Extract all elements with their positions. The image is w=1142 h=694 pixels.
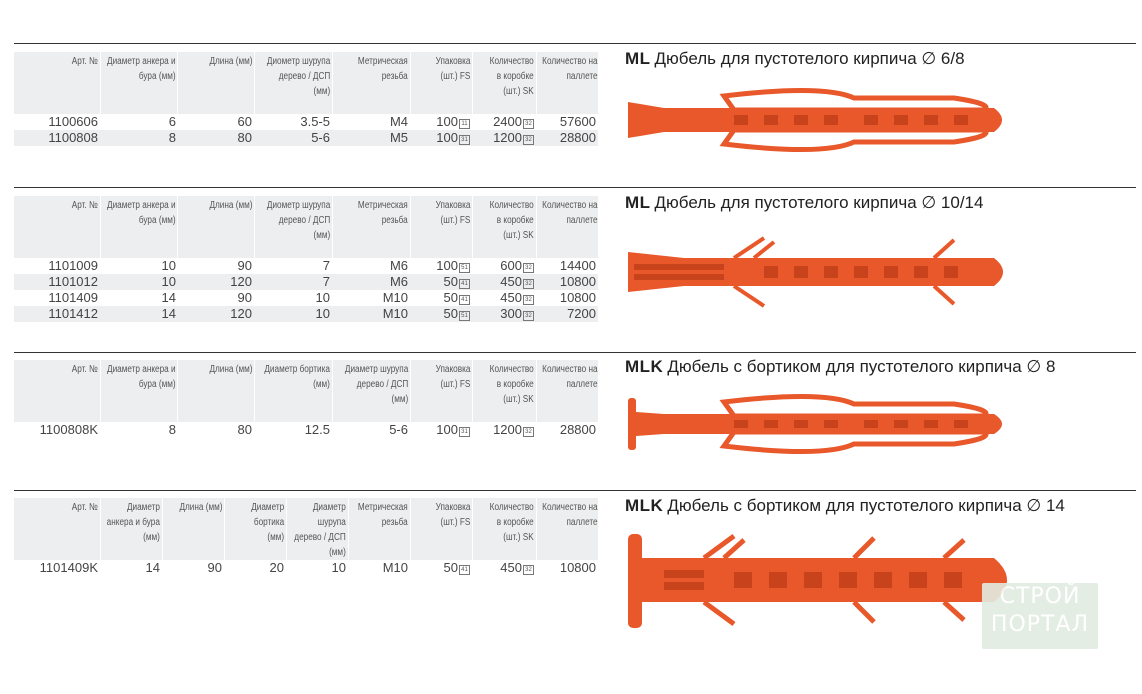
cell-art: 1101012	[48, 274, 98, 289]
cell-art: 1101409K	[39, 560, 98, 575]
cell-pack: 100 51	[436, 258, 470, 274]
box-code-badge: 32	[523, 427, 534, 437]
section-divider	[14, 490, 1136, 491]
header-pallet: Количество на паллете	[542, 56, 598, 82]
header-pallet: Количество на паллете	[542, 200, 598, 226]
section-divider	[14, 352, 1136, 353]
cell-box: 600 32	[500, 258, 534, 274]
cell-screw: 7	[322, 258, 330, 273]
cell-screw: 5-6	[389, 422, 408, 437]
table-row	[14, 258, 598, 274]
header-diameter: Диаметр анкера и бура (мм)	[107, 56, 176, 82]
cell-pack: 100 11	[436, 114, 470, 130]
header-box: Количество в коробке (шт.) SK	[489, 364, 534, 405]
cell-screw: 3.5-5	[300, 114, 330, 129]
pack-code-badge: 31	[459, 135, 470, 145]
cell-thread: M4	[389, 114, 408, 129]
header-length: Длина (мм)	[208, 56, 252, 67]
table-row	[14, 130, 598, 146]
table-row	[14, 274, 598, 290]
product-title: ML Дюбель для пустотелого кирпича ∅ 10/14	[625, 193, 984, 212]
pack-code-badge: 51	[459, 311, 470, 321]
cell-pack: 50 41	[444, 274, 470, 290]
header-pack: Упаковка (шт.) FS	[435, 364, 470, 390]
watermark-line: СТРОЙ	[999, 584, 1081, 609]
header-thread: Метрическая резьба	[358, 56, 408, 82]
cell-box: 1200 32	[493, 130, 534, 146]
cell-length: 90	[207, 560, 222, 575]
cell-thread: M10	[382, 306, 408, 321]
pack-code-badge: 41	[459, 565, 470, 575]
section-divider	[14, 43, 1136, 44]
product-title: MLK Дюбель с бортиком для пустотелого кирпича ∅ 8	[625, 357, 1056, 376]
cell-pallet: 7200	[567, 306, 596, 321]
header-rim: Диаметр бортика (мм)	[251, 502, 284, 543]
cell-diameter: 14	[145, 560, 160, 575]
table-row	[14, 306, 598, 322]
header-pack: Упаковка (шт.) FS	[435, 200, 470, 226]
cell-pallet: 10800	[559, 274, 596, 289]
cell-length: 80	[237, 422, 252, 437]
cell-thread: M10	[382, 290, 408, 305]
table-row	[14, 422, 598, 438]
box-code-badge: 32	[523, 311, 534, 321]
cell-box: 450 32	[500, 274, 534, 290]
cell-screw: 10	[331, 560, 346, 575]
header-pack: Упаковка (шт.) FS	[435, 56, 470, 82]
cell-thread: M5	[389, 130, 408, 145]
cell-box: 450 32	[500, 560, 534, 576]
section-divider	[14, 187, 1136, 188]
header-length: Длина (мм)	[208, 364, 252, 375]
cell-rim: 12.5	[304, 422, 330, 437]
cell-box: 1200 32	[493, 422, 534, 438]
pack-code-badge: 41	[459, 279, 470, 289]
cell-screw: 10	[315, 306, 330, 321]
table-header	[14, 498, 598, 560]
cell-diameter: 14	[161, 290, 176, 305]
header-diameter: Диаметр анкера и бура (мм)	[107, 364, 176, 390]
cell-thread: M6	[389, 258, 408, 273]
table-header	[14, 196, 598, 258]
cell-art: 1101009	[48, 258, 98, 273]
header-screw: Диаметр шурупа дерево / ДСП (мм)	[294, 502, 346, 558]
header-screw: Диаметр шурупа дерево / ДСП (мм)	[344, 364, 408, 405]
header-rim: Диаметр бортика (мм)	[264, 364, 330, 390]
cell-art: 1101412	[48, 306, 98, 321]
cell-diameter: 10	[161, 274, 176, 289]
cell-art: 1100808	[48, 130, 98, 145]
cell-pallet: 10800	[559, 560, 596, 575]
table-row	[14, 290, 598, 306]
box-code-badge: 32	[523, 565, 534, 575]
cell-pallet: 10800	[559, 290, 596, 305]
box-code-badge: 32	[523, 263, 534, 273]
box-code-badge: 32	[523, 119, 534, 129]
header-box: Количество в коробке (шт.) SK	[489, 502, 534, 543]
cell-pack: 50 51	[444, 306, 470, 322]
cell-art: 1101409	[48, 290, 98, 305]
box-code-badge: 32	[523, 295, 534, 305]
cell-diameter: 10	[161, 258, 176, 273]
cell-art: 1100808K	[39, 422, 98, 437]
table-header	[14, 52, 598, 114]
cell-thread: M10	[382, 560, 408, 575]
header-diameter: Диаметр анкера и бура (мм)	[106, 502, 160, 543]
pack-code-badge: 11	[459, 119, 470, 129]
header-length: Длина (мм)	[178, 502, 222, 513]
header-pallet: Количество на паллете	[542, 364, 598, 390]
product-table-ml-10-14	[14, 196, 598, 322]
cell-length: 80	[237, 130, 252, 145]
cell-length: 60	[237, 114, 252, 129]
cell-rim: 20	[269, 560, 284, 575]
table-row	[14, 560, 598, 576]
pack-code-badge: 51	[459, 263, 470, 273]
product-title: MLK Дюбель с бортиком для пустотелого кирпича ∅ 14	[625, 496, 1065, 515]
watermark-line: ПОРТАЛ	[990, 612, 1090, 637]
cell-diameter: 8	[168, 130, 176, 145]
cell-thread: M6	[389, 274, 408, 289]
header-art: Арт. №	[71, 56, 98, 67]
header-box: Количество в коробке (шт.) SK	[489, 200, 534, 241]
cell-screw: 5-6	[311, 130, 330, 145]
header-pack: Упаковка (шт.) FS	[435, 502, 470, 528]
header-art: Арт. №	[71, 364, 98, 375]
product-title: ML Дюбель для пустотелого кирпича ∅ 6/8	[625, 49, 965, 68]
cell-box: 2400 32	[493, 114, 534, 130]
cell-pack: 50 41	[444, 560, 470, 576]
header-length: Длина (мм)	[208, 200, 252, 211]
watermark-logo	[982, 583, 1098, 649]
header-diameter: Диаметр анкера и бура (мм)	[107, 200, 176, 226]
cell-length: 90	[237, 258, 252, 273]
dowel-mlk-8-image	[624, 386, 1014, 462]
cell-diameter: 8	[168, 422, 176, 437]
product-table-mlk-14	[14, 498, 598, 576]
cell-pack: 50 41	[444, 290, 470, 306]
box-code-badge: 32	[523, 135, 534, 145]
pack-code-badge: 31	[459, 427, 470, 437]
cell-length: 120	[230, 306, 252, 321]
header-thread: Метрическая резьба	[358, 502, 408, 528]
cell-length: 90	[237, 290, 252, 305]
table-row	[14, 114, 598, 130]
pack-code-badge: 41	[459, 295, 470, 305]
cell-length: 120	[230, 274, 252, 289]
cell-diameter: 14	[161, 306, 176, 321]
header-screw: Диометр шурупа дерево / ДСП (мм)	[266, 56, 330, 97]
header-art: Арт. №	[71, 200, 98, 211]
dowel-ml-10-14-image	[624, 234, 1014, 310]
cell-box: 450 32	[500, 290, 534, 306]
dowel-ml-6-8-image	[624, 82, 1014, 158]
product-table-mlk-8	[14, 360, 598, 438]
cell-screw: 7	[322, 274, 330, 289]
cell-diameter: 6	[168, 114, 176, 129]
cell-screw: 10	[315, 290, 330, 305]
header-screw: Диометр шурупа дерево / ДСП (мм)	[266, 200, 330, 241]
cell-pack: 100 31	[436, 422, 470, 438]
cell-pack: 100 31	[436, 130, 470, 146]
cell-pallet: 28800	[559, 130, 596, 145]
cell-pallet: 14400	[559, 258, 596, 273]
header-box: Количество в коробке (шт.) SK	[489, 56, 534, 97]
cell-art: 1100606	[48, 114, 98, 129]
cell-pallet: 57600	[559, 114, 596, 129]
header-pallet: Количество на паллете	[542, 502, 598, 528]
header-thread: Метрическая резьба	[358, 200, 408, 226]
box-code-badge: 32	[523, 279, 534, 289]
table-header	[14, 360, 598, 422]
dowel-mlk-14-image	[624, 528, 1024, 632]
cell-box: 300 32	[500, 306, 534, 322]
cell-pallet: 28800	[559, 422, 596, 437]
product-table-ml-6-8	[14, 52, 598, 146]
header-art: Арт. №	[71, 502, 98, 513]
